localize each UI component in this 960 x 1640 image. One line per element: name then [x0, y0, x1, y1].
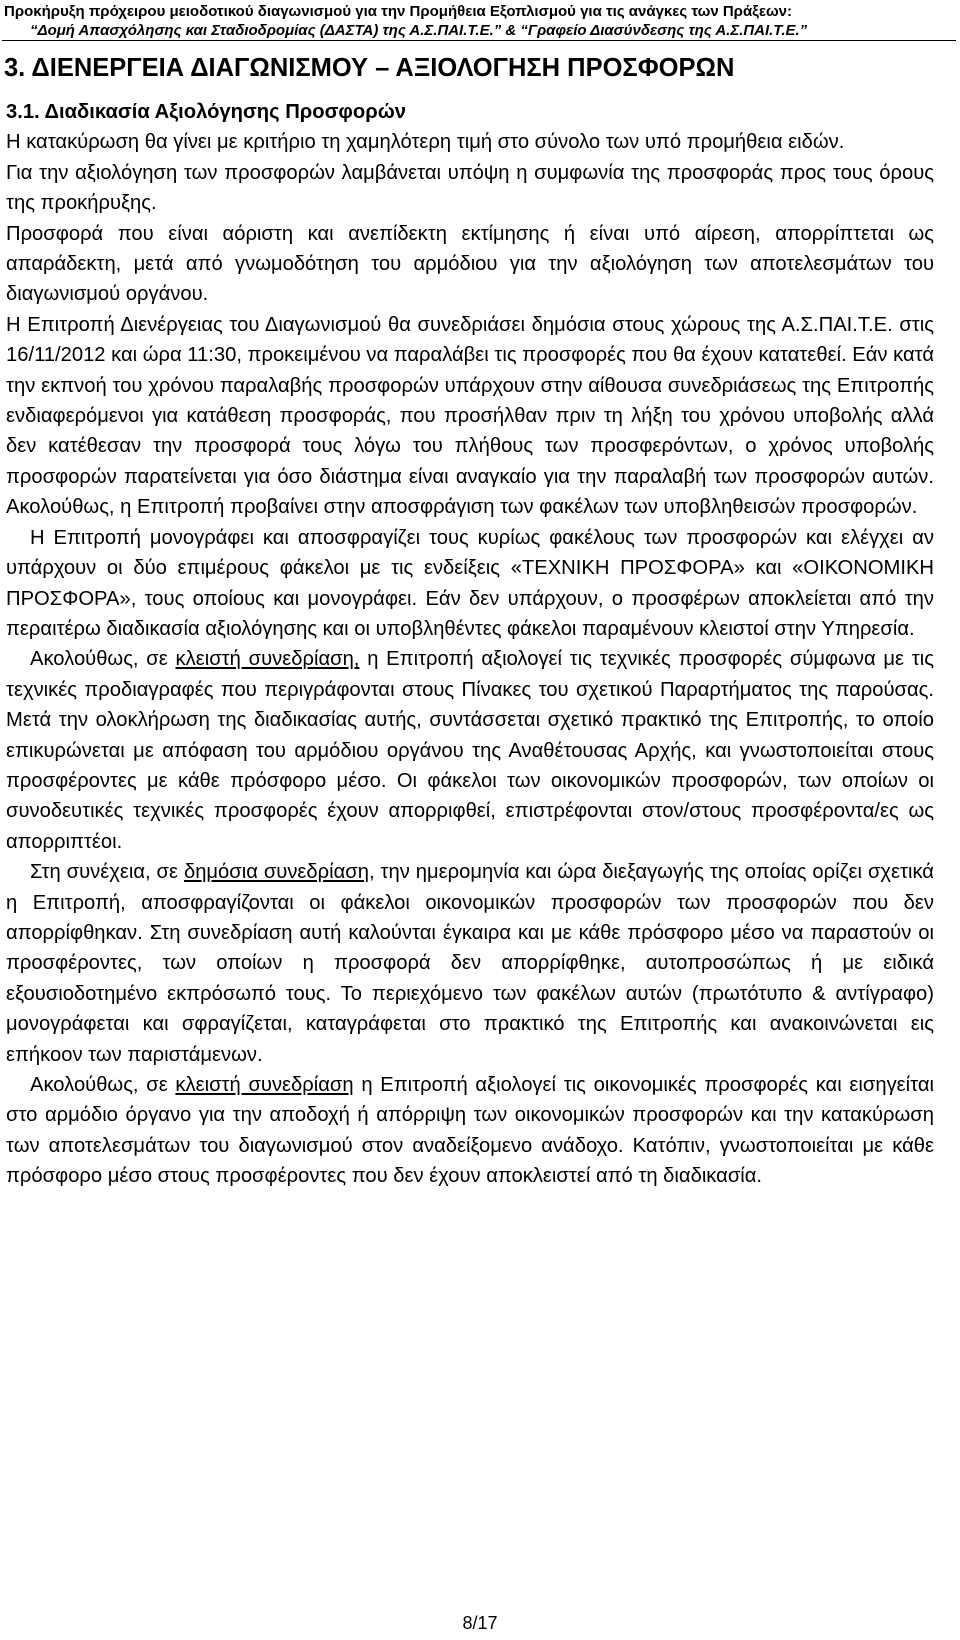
paragraph-technical-evaluation [6, 644, 934, 857]
underlined-term: κλειστή συνεδρίαση, [175, 648, 360, 671]
paragraph-award-criterion: Η κατακύρωση θα γίνει με κριτήριο τη χαμηλότερη τιμή στο σύνολο των υπό προμήθεια ειδών. [6, 131, 845, 154]
text-run: Ακολούθως, σε [30, 648, 176, 671]
underlined-term: κλειστή συνεδρίαση [175, 1074, 354, 1096]
paragraph-rejection: Προσφορά που είναι αόριστη και ανεπίδεκτη εκτίμησης ή είναι υπό αίρεση, απορρίπτεται ως απαράδεκτη, μετά από γνωμοδότηση του αρμόδιου για την αξιολόγηση των αποτελεσμάτων του διαγωνισμού οργάνου. [6, 222, 934, 306]
running-header [4, 2, 954, 40]
paragraph-public-session: Η Επιτροπή Διενέργειας του Διαγωνισμού θα συνεδριάσει δημόσια στους χώρους της Α.Σ.ΠΑΙ.Τ.Ε. στις 16/11/2012 και ώρα 11:30, προκειμένου να παραλάβει τις προσφορές που θα έχουν κατατεθεί. Εάν κατά την εκπνοή του χρόνου παραλαβής προσφορών υπάρχουν στην αίθουσα συνεδριάσεως της Επιτροπής ενδιαφερόμενοι για κατάθεση προσφοράς, που προσήλθαν πριν τη λήξη του χρόνου υποβολής αλλά δεν κατέθεσαν την προσφορά τους λόγω του πλήθους των προσφερόντων, ο χρόνος υποβολής προσφορών παρατείνεται για όσο διάστημα είναι αναγκαίο για την παραλαβή των προσφορών αυτών. Ακολούθως, η Επιτροπή προβαίνει στην αποσφράγιση των φακέλων των υποβληθεισών προσφορών. [6, 313, 934, 519]
body-text [6, 97, 934, 1192]
header-divider [2, 40, 956, 41]
underlined-term: δημόσια συνεδρίαση [183, 861, 369, 884]
paragraph-financial-evaluation [6, 1070, 934, 1192]
subsection-title: 3.1. Διαδικασία Αξιολόγησης Προσφορών [6, 101, 406, 123]
header-line-1: Προκήρυξη πρόχειρου μειοδοτικού διαγωνισμού για την Προμήθεια Εξοπλισμού για τις ανάγκες των Πράξεων: [4, 3, 792, 20]
text-run: η Επιτροπή αξιολογεί τις τεχνικές προσφορές σύμφωνα με τις τεχνικές προδιαγραφές που περιγράφονται στους Πίνακες του σχετικού Παραρτήματος της παρούσας. Μετά την ολοκλήρωση της διαδικασίας αυτής, συντάσσεται σχετικό πρακτικό της Επιτροπής, το οποίο επικυρώνεται με απόφαση του αρμόδιου οργάνου της Αναθέτουσας Αρχής, και γνωστοποιείται στους προσφέροντες με κάθε πρόσφορο μέσο. Οι φάκελοι των οικονομικών προσφορών, των οποίων οι συνοδευτικές τεχνικές προσφορές έχουν απορριφθεί, επιστρέφονται στον/στους προσφέροντα/ες ως απορριπτέοι. [6, 648, 934, 853]
text-run: Στη συνέχεια, σε [30, 861, 184, 884]
paragraph-envelopes: Η Επιτροπή μονογράφει και αποσφραγίζει τους κυρίως φακέλους των προσφορών και ελέγχει αν υπάρχουν οι δύο επιμέρους φάκελοι με τις ενδείξεις «ΤΕΧΝΙΚΗ ΠΡΟΣΦΟΡΑ» και «ΟΙΚΟΝΟΜΙΚΗ ΠΡΟΣΦΟΡΑ», τους οποίους και μονογράφει. Εάν δεν υπάρχουν, ο προσφέρων αποκλείεται από την περαιτέρω διαδικασία αξιολόγησης και οι υποβληθέντες φάκελοι παραμένουν κλειστοί στην Υπηρεσία. [6, 526, 934, 640]
text-run: Ακολούθως, σε [30, 1074, 176, 1096]
page-number: 8/17 [462, 1613, 498, 1633]
text-run: η Επιτροπή αξιολογεί τις οικονομικές προσφορές και εισηγείται στο αρμόδιο όργανο για την αποδοχή ή απόρριψη των οικονομικών προσφορών και την κατακύρωση των αποτελεσμάτων του διαγωνισμού στον αναδείξομενο ανάδοχο. Κατόπιν, γνωστοποιείται με κάθε πρόσφορο μέσο στους προσφέροντες που δεν έχουν αποκλειστεί από τη διαδικασία. [6, 1074, 934, 1188]
text-run: , την ημερομηνία και ώρα διεξαγωγής της οποίας ορίζει σχετικά η Επιτροπή, αποσφραγίζονται οι φάκελοι οικονομικών προσφορών των προσφορών που δεν απορρίφθηκαν. Στη συνεδρίαση αυτή καλούνται έγκαιρα και με κάθε πρόσφορο μέσο να παραστούν οι προσφέροντες, των οποίων η προσφορά δεν απορρίφθηκε, αυτοπροσώπως ή με ειδικά εξουσιοδοτημένο εκπρόσωπό τους. Το περιεχόμενο των φακέλων αυτών (πρωτότυπο & αντίγραφο) μονογράφεται και σφραγίζεται, καταγράφεται στο πρακτικό της Επιτροπής και ανακοινώνεται εις επήκοον των παριστάμενων. [6, 861, 934, 1066]
section-title: 3. ΔΙΕΝΕΡΓΕΙΑ ΔΙΑΓΩΝΙΣΜΟΥ – ΑΞΙΟΛΟΓΗΣΗ ΠΡΟΣΦΟΡΩΝ [4, 54, 735, 82]
paragraph-financial-opening [6, 857, 934, 1070]
paragraph-evaluation-conformity: Για την αξιολόγηση των προσφορών λαμβάνεται υπόψη η συμφωνία της προσφοράς προς τους όρους της προκήρυξης. [6, 161, 934, 215]
header-line-2: “Δομή Απασχόλησης και Σταδιοδρομίας (ΔΑΣΤΑ) της Α.Σ.ΠΑΙ.Τ.Ε.” & “Γραφείο Διασύνδεσης της Α.Σ.ΠΑΙ.Τ.Ε.” [30, 22, 808, 39]
